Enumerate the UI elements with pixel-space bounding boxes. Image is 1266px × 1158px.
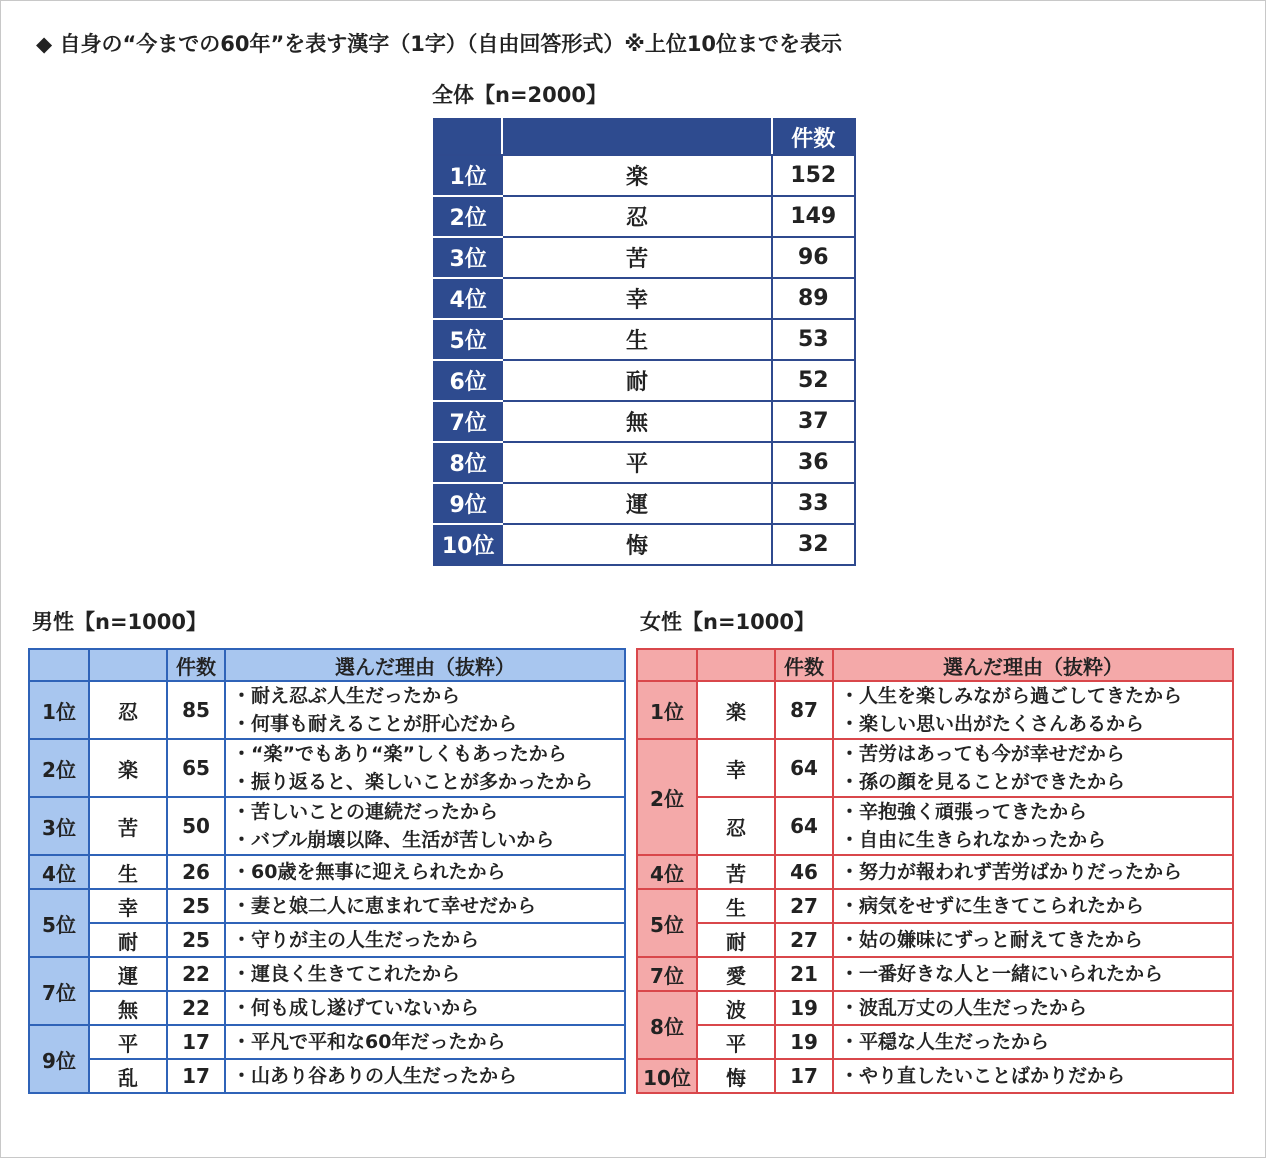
rank-cell: 8位	[637, 991, 697, 1059]
reason-text: ・苦しいことの連続だったから	[232, 801, 499, 823]
kanji-cell: 平	[697, 1025, 775, 1059]
table-row	[637, 991, 1233, 1025]
table-row	[637, 957, 1233, 991]
table-row	[637, 923, 1233, 957]
table-row	[637, 1025, 1233, 1059]
count-cell: 27	[775, 923, 833, 957]
table-row	[637, 739, 1233, 797]
header-count-cell: 件数	[772, 119, 855, 155]
reason-text: ・“楽”でもあり“楽”しくもあったから	[232, 743, 567, 765]
count-cell: 152	[772, 155, 855, 196]
reason-text: ・人生を楽しみながら過ごしてきたから	[840, 685, 1183, 707]
rank-cell: 5位	[434, 319, 502, 360]
header-kanji-cell	[502, 119, 771, 155]
table-row	[29, 991, 625, 1025]
rank-cell: 1位	[434, 155, 502, 196]
count-cell: 52	[772, 360, 855, 401]
reason-text: ・何事も耐えることが肝心だから	[232, 713, 518, 735]
female-ranking-table	[636, 648, 1234, 1094]
count-cell: 33	[772, 483, 855, 524]
kanji-cell: 平	[502, 442, 771, 483]
count-cell: 53	[772, 319, 855, 360]
rank-cell: 10位	[434, 524, 502, 565]
table-row	[29, 1059, 625, 1093]
kanji-cell: 悔	[697, 1059, 775, 1093]
count-cell: 96	[772, 237, 855, 278]
table-row	[29, 797, 625, 855]
header-kanji-cell	[697, 649, 775, 681]
kanji-cell: 忍	[89, 681, 167, 739]
count-cell: 32	[772, 524, 855, 565]
reason-cell	[225, 797, 625, 855]
rank-cell: 2位	[434, 196, 502, 237]
reason-cell: ・一番好きな人と一緒にいられたから	[833, 957, 1233, 991]
table-row	[637, 681, 1233, 739]
reason-text: ・孫の顔を見ることができたから	[840, 771, 1126, 793]
table-row	[29, 855, 625, 889]
reason-cell: ・山あり谷ありの人生だったから	[225, 1059, 625, 1093]
kanji-cell: 楽	[89, 739, 167, 797]
reason-text: ・バブル崩壊以降、生活が苦しいから	[232, 829, 555, 851]
count-cell: 85	[167, 681, 225, 739]
reason-cell: ・やり直したいことばかりだから	[833, 1059, 1233, 1093]
table-row	[434, 319, 855, 360]
reason-cell: ・運良く生きてこれたから	[225, 957, 625, 991]
kanji-cell: 苦	[502, 237, 771, 278]
reason-text: ・辛抱強く頑張ってきたから	[840, 801, 1088, 823]
rank-cell: 1位	[637, 681, 697, 739]
kanji-cell: 耐	[502, 360, 771, 401]
kanji-cell: 耐	[697, 923, 775, 957]
count-cell: 46	[775, 855, 833, 889]
kanji-cell: 楽	[502, 155, 771, 196]
header-count-cell: 件数	[167, 649, 225, 681]
female-caption: 女性【n=1000】	[640, 610, 815, 634]
header-rank-cell	[29, 649, 89, 681]
kanji-cell: 愛	[697, 957, 775, 991]
kanji-cell: 生	[697, 889, 775, 923]
count-cell: 89	[772, 278, 855, 319]
reason-cell: ・姑の嫌味にずっと耐えてきたから	[833, 923, 1233, 957]
table-row	[637, 855, 1233, 889]
reason-text: ・振り返ると、楽しいことが多かったから	[232, 771, 594, 793]
count-cell: 21	[775, 957, 833, 991]
table-row	[434, 401, 855, 442]
count-cell: 50	[167, 797, 225, 855]
count-cell: 19	[775, 991, 833, 1025]
reason-cell: ・努力が報われず苦労ばかりだったから	[833, 855, 1233, 889]
rank-cell: 9位	[434, 483, 502, 524]
kanji-cell: 幸	[502, 278, 771, 319]
table-row	[29, 681, 625, 739]
kanji-cell: 幸	[697, 739, 775, 797]
rank-cell: 8位	[434, 442, 502, 483]
count-cell: 64	[775, 739, 833, 797]
rank-cell: 4位	[637, 855, 697, 889]
reason-text: ・楽しい思い出がたくさんあるから	[840, 713, 1145, 735]
table-row	[434, 360, 855, 401]
table-header-row	[637, 649, 1233, 681]
kanji-cell: 耐	[89, 923, 167, 957]
reason-cell: ・病気をせずに生きてこられたから	[833, 889, 1233, 923]
table-row	[434, 442, 855, 483]
reason-text: ・苦労はあっても今が幸せだから	[840, 743, 1125, 765]
overall-caption: 全体【n=2000】	[432, 83, 607, 107]
kanji-cell: 生	[502, 319, 771, 360]
kanji-cell: 楽	[697, 681, 775, 739]
table-row	[434, 483, 855, 524]
header-rank-cell	[637, 649, 697, 681]
rank-cell: 2位	[29, 739, 89, 797]
table-row	[637, 797, 1233, 855]
rank-cell: 3位	[29, 797, 89, 855]
header-reason-cell: 選んだ理由（抜粋）	[225, 649, 625, 681]
kanji-cell: 無	[89, 991, 167, 1025]
count-cell: 17	[775, 1059, 833, 1093]
rank-cell: 7位	[637, 957, 697, 991]
table-row	[434, 278, 855, 319]
count-cell: 36	[772, 442, 855, 483]
reason-cell	[833, 797, 1233, 855]
rank-cell: 2位	[637, 739, 697, 855]
kanji-cell: 運	[89, 957, 167, 991]
kanji-cell: 波	[697, 991, 775, 1025]
table-header-row	[434, 119, 855, 155]
count-cell: 87	[775, 681, 833, 739]
table-row	[637, 889, 1233, 923]
rank-cell: 4位	[29, 855, 89, 889]
reason-cell: ・妻と娘二人に恵まれて幸せだから	[225, 889, 625, 923]
kanji-cell: 幸	[89, 889, 167, 923]
reason-cell: ・波乱万丈の人生だったから	[833, 991, 1233, 1025]
reason-cell	[833, 739, 1233, 797]
table-row	[434, 155, 855, 196]
overall-ranking-table	[433, 118, 856, 566]
rank-cell: 9位	[29, 1025, 89, 1093]
male-caption: 男性【n=1000】	[32, 610, 207, 634]
count-cell: 22	[167, 991, 225, 1025]
male-ranking-table	[28, 648, 626, 1094]
table-header-row	[29, 649, 625, 681]
kanji-cell: 平	[89, 1025, 167, 1059]
kanji-cell: 苦	[89, 797, 167, 855]
count-cell: 65	[167, 739, 225, 797]
count-cell: 25	[167, 889, 225, 923]
count-cell: 22	[167, 957, 225, 991]
reason-cell: ・60歳を無事に迎えられたから	[225, 855, 625, 889]
reason-cell: ・何も成し遂げていないから	[225, 991, 625, 1025]
kanji-cell: 運	[502, 483, 771, 524]
rank-cell: 10位	[637, 1059, 697, 1093]
count-cell: 149	[772, 196, 855, 237]
header-count-cell: 件数	[775, 649, 833, 681]
count-cell: 17	[167, 1025, 225, 1059]
count-cell: 25	[167, 923, 225, 957]
rank-cell: 3位	[434, 237, 502, 278]
rank-cell: 1位	[29, 681, 89, 739]
table-row	[29, 1025, 625, 1059]
rank-cell: 7位	[29, 957, 89, 1025]
kanji-cell: 悔	[502, 524, 771, 565]
reason-cell	[833, 681, 1233, 739]
table-row	[637, 1059, 1233, 1093]
table-row	[29, 923, 625, 957]
header-kanji-cell	[89, 649, 167, 681]
kanji-cell: 苦	[697, 855, 775, 889]
reason-cell	[225, 739, 625, 797]
kanji-cell: 無	[502, 401, 771, 442]
table-row	[434, 196, 855, 237]
kanji-cell: 生	[89, 855, 167, 889]
count-cell: 26	[167, 855, 225, 889]
page-title: ◆ 自身の“今までの60年”を表す漢字（1字）（自由回答形式）※上位10位までを表示	[36, 32, 843, 56]
kanji-cell: 忍	[502, 196, 771, 237]
table-row	[434, 237, 855, 278]
table-row	[29, 739, 625, 797]
reason-cell: ・平穏な人生だったから	[833, 1025, 1233, 1059]
kanji-cell: 乱	[89, 1059, 167, 1093]
table-row	[434, 524, 855, 565]
table-row	[29, 957, 625, 991]
reason-cell	[225, 681, 625, 739]
reason-cell: ・平凡で平和な60年だったから	[225, 1025, 625, 1059]
rank-cell: 4位	[434, 278, 502, 319]
kanji-cell: 忍	[697, 797, 775, 855]
count-cell: 27	[775, 889, 833, 923]
header-rank-cell	[434, 119, 502, 155]
rank-cell: 5位	[29, 889, 89, 957]
rank-cell: 6位	[434, 360, 502, 401]
reason-text: ・耐え忍ぶ人生だったから	[232, 685, 461, 707]
rank-cell: 7位	[434, 401, 502, 442]
count-cell: 37	[772, 401, 855, 442]
rank-cell: 5位	[637, 889, 697, 957]
header-reason-cell: 選んだ理由（抜粋）	[833, 649, 1233, 681]
reason-text: ・自由に生きられなかったから	[840, 829, 1107, 851]
count-cell: 64	[775, 797, 833, 855]
table-row	[29, 889, 625, 923]
count-cell: 19	[775, 1025, 833, 1059]
reason-cell: ・守りが主の人生だったから	[225, 923, 625, 957]
count-cell: 17	[167, 1059, 225, 1093]
